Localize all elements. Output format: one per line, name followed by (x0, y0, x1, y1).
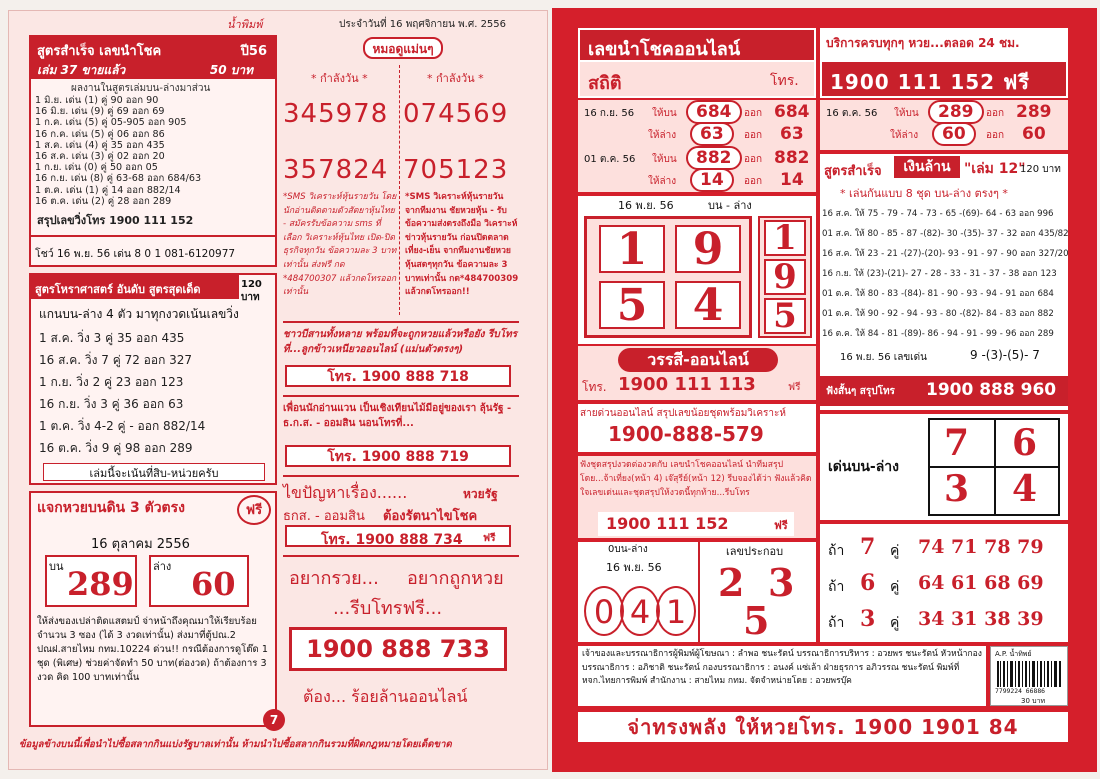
center-tag: หมอดูแม่นๆ (363, 37, 443, 59)
side-tile: 5 (764, 298, 806, 334)
promo2: เพื่อนนักอ่านแวน เป็นเชิงเทียนไม้มีอยู่ของเรา ลุ้นรัฐ - ธ.ก.ส. - ออมสิน นอนโทรที่... (283, 395, 519, 431)
pair-label: คู่ (890, 543, 900, 559)
table-row: 1 ส.ค. เด่น (4) คู่ 35 ออก 435 (35, 139, 165, 151)
hotline-panel (578, 404, 816, 452)
right-header-left (578, 28, 816, 98)
barcode-icon (997, 661, 1063, 687)
footer-banner: จ่าทรงพลัง ให้หวยโทร. 1900 1901 84 (578, 712, 1068, 742)
table-row: 1 ต.ค. เด่น (1) คู่ 14 ออก 882/14 (35, 184, 181, 196)
free-top-box (45, 555, 137, 607)
table-row: 16 ส.ค. เด่น (3) คู่ 02 ออก 20 (35, 151, 165, 163)
grid-tile: 1 (599, 225, 665, 273)
right-page (552, 8, 1097, 772)
table-row: 16 ก.ค. เด่น (5) คู่ 06 ออก 86 (35, 128, 165, 140)
promo-free: ฟรี (774, 519, 788, 532)
bonlang-divider (698, 542, 700, 642)
label-right: * กำลังวัน * (427, 72, 484, 85)
pair-nums: 64 61 68 69 (918, 572, 1044, 594)
formula-title: สูตรสำเร็จ เลขนำโชค (37, 44, 162, 59)
free-title: แจกหวยบนดิน 3 ตัวตรง (37, 500, 186, 516)
stats-date: 16 ต.ค. 56 (826, 108, 878, 119)
header-brand: น้ำพิมพ์ (227, 18, 263, 31)
denban-tile: 3 (944, 468, 970, 510)
vorasri-title: วรรสี-ออนไลน์ (618, 348, 778, 372)
table-row: 1 ส.ค. วิ่ง 3 คู่ 35 ออก 435 (39, 331, 185, 345)
stats-phone-label: โทร. (770, 73, 799, 89)
pair-digit: 6 (860, 570, 876, 596)
grid-frame (584, 216, 752, 338)
num-row2-right: 705123 (403, 155, 509, 185)
table-row: 16 ต.ค. เด่น (2) คู่ 28 ออก 289 (35, 195, 172, 207)
pair-nums: 74 71 78 79 (918, 536, 1044, 558)
table-row: 01 ต.ค. ให้ 80 - 83 -(84)- 81 - 90 - 93 - 94 - 91 ออก 684 (822, 289, 1054, 299)
bonlang-digit: 4 (620, 586, 660, 636)
stats-row (578, 146, 816, 192)
stats-bot-label: ให้ล่าง (890, 130, 919, 141)
free-box (29, 491, 277, 727)
barcode-label: A.P. น้ำทิพย์ (995, 650, 1032, 658)
prakob-label: เลขประกอบ (726, 545, 784, 558)
pair-nums: 34 31 38 39 (918, 608, 1044, 630)
bonlang-date: 16 พ.ย. 56 (606, 561, 662, 574)
formula-million-show-date: 16 พ.ย. 56 เลขเด่น (840, 352, 927, 363)
table-row: 1 ก.ย. เด่น (0) คู่ 50 ออก 05 (35, 162, 158, 174)
formula-subtitle: เล่ม 37 ขายแล้ว (37, 63, 126, 77)
big-free: ฟรี (1003, 70, 1030, 94)
sms-right: *SMS วิเคราะห์หุ้นรายวัน จากทีมงาน ชัยหวยหุ้น - รับข้อความส่งตรงถึงมือ วิเคราะห์ข่าวหุ้นรายวัน ก่อนปิดตลาดเที่ยง-เย็น จากทีมงานชัยหวยหุ้นสดๆทุกวัน ข้อความละ 3 บาทเท่านั้น กด*484700309 แล้วกดโทรออก!! (405, 192, 519, 298)
prakob-digit: 3 (768, 560, 795, 605)
promo4-b: อยากถูกหวย (407, 568, 504, 589)
table-row: 16 ก.ย. เด่น (8) คู่ 63-68 ออก 684/63 (35, 173, 202, 185)
table-row: 16 ต.ค. ให้ 84 - 81 -(89)- 86 - 94 - 91 - 99 - 96 ออก 289 (822, 329, 1054, 339)
table-row: 16 ก.ย. วิ่ง 3 คู่ 36 ออก 63 (39, 397, 184, 411)
barcode-price: 30 บาท (1021, 697, 1046, 705)
promo3-c: ธกส. - ออมสิน (283, 509, 365, 524)
astro-title: สูตรโหราศาสตร์ อันดับ สูตรสุดเด็ด (31, 275, 239, 299)
stats-label: สถิติ (588, 73, 622, 94)
grid-tile: 9 (675, 225, 741, 273)
promo-text: ฟังชุดสรุปงวดต่องวดกับ เลขนำโชคออนไลน์ นำทีมสรุปโดย...จ้าเที่ยง(หน้า 4) เจ๊สุรีย์(หน้า 12) รีบจองได้ว่า ฟังแล้วคิดใจเลขเด่นและชุดสรุปให้งวดนี้ทุกท้าย...รีบโทร (580, 460, 812, 498)
stats-bot-label: ให้ล่าง (648, 176, 677, 187)
stats-bot-out: 63 (780, 124, 804, 144)
promo3-b: หวยรัฐ (463, 487, 498, 501)
stats-bot-value: 60 (932, 122, 976, 146)
stats-bot-out: 60 (1022, 124, 1046, 144)
big-phone-bar[interactable] (822, 62, 1066, 96)
table-row: 16 มิ.ย. เด่น (9) คู่ 69 ออก 69 (35, 106, 165, 118)
table-row: 16 ส.ค. ให้ 23 - 21 -(27)-(20)- 93 - 91 - 97 - 90 ออก 327/20 (822, 249, 1069, 259)
bonlang-label: 0บน-ล่าง (608, 544, 648, 555)
free-desc: ให้ส่งของเปล่าติดแสตมป์ จ่าหน้าถึงคุณมาให้เรียบร้อย จำนวน 3 ซอง (ได้ 3 งวดเท่านั้น) ส่งมาที่ตู้ปณ.2 ปณฝ.สายไหม กทม.10224 ด่วน!! กรณีต้องการดูโต๊ด 1 ชุด (พิเศษ) ช่วยค่าจัดทำ 50 บาท(ต่องวด) ถ้าต้องการ 3 งวด คิด 100 บาทเท่านั้น (37, 616, 268, 683)
stats-bot-out-label: ออก (744, 130, 763, 141)
prakob-digit: 2 (718, 560, 745, 605)
table-row: 16 ส.ค. ให้ 75 - 79 - 74 - 73 - 65 -(69)- 64 - 63 ออก 996 (822, 209, 1054, 219)
table-row: 16 ส.ค. วิ่ง 7 คู่ 72 ออก 327 (39, 353, 193, 367)
stats-top-label: ให้บน (894, 108, 919, 119)
formula-million-price: 120 บาท (1020, 164, 1061, 175)
sms-left: *SMS วิเคราะห์หุ้นรายวัน โดยนักอ่านติดตามตัวสัตยาหุ้นไทย - สมัครรับข้อความ sms ที่เลือก วิเคราะห์หุ้นไทย เปิด-ปิด ธุรกิจทุกวัน ข้อความละ 3 บาทเท่านั้น ส่งฟรี กด *484700307 แล้วกดโทรออกเท่านั้น (283, 192, 397, 298)
pair-label: คู่ (890, 579, 900, 595)
stats-bar (580, 62, 814, 96)
formula-year: ปี56 (240, 44, 267, 59)
formula-phone-line: สรุปเลขวิ่งโทร 1900 111 152 (37, 214, 194, 227)
header-date: ประจำวันที่ 16 พฤศจิกายน พ.ศ. 2556 (339, 19, 507, 30)
formula-million-phone-bar[interactable] (820, 376, 1068, 406)
stats-top-value: 289 (928, 100, 984, 124)
stats-top-out: 289 (1016, 102, 1052, 122)
formula-million-show-nums: 9 -(3)-(5)- 7 (970, 348, 1040, 362)
formula-million-panel (820, 154, 1068, 410)
page-number: 7 (263, 709, 285, 731)
free-bottom-label: ล่าง (153, 560, 172, 573)
formula-results-caption: ผลงานในสูตรเล่มบน-ล่างมาส่วน (71, 83, 211, 94)
table-row: 16 ต.ค. วิ่ง 9 คู่ 98 ออก 289 (39, 441, 193, 455)
bonlang-panel (578, 542, 816, 642)
side-tile: 9 (764, 259, 806, 295)
formula-subtitle-bar (31, 59, 275, 79)
free-top-value: 289 (67, 565, 134, 603)
grid-date: 16 พ.ย. 56 (618, 199, 674, 212)
vorasri-panel (578, 346, 816, 400)
astro-price: 120 บาท (241, 279, 262, 303)
pair-panel (820, 524, 1068, 642)
formula-rows (35, 95, 273, 207)
grid-panel (578, 196, 816, 344)
bonlang-digit: 0 (584, 586, 624, 636)
table-row: 1 ก.ค. เด่น (5) คู่ 05-905 ออก 905 (35, 117, 187, 129)
table-row: 1 ต.ค. วิ่ง 4-2 คู่ - ออก 882/14 (39, 419, 206, 433)
astro-footer: เล่มนี้จะเน้นที่สิบ-หน่วยครับ (43, 463, 265, 481)
stats-bot-out-label: ออก (744, 176, 763, 187)
formula-million-title: สูตรสำเร็จ (824, 164, 882, 179)
stats-top-value: 882 (686, 146, 742, 170)
big-phone: 1900 111 152 (830, 70, 996, 94)
stats-bot-out-label: ออก (986, 130, 1005, 141)
formula-million-phone: 1900 888 960 (926, 380, 1057, 400)
stats-top-label: ให้บน (652, 108, 677, 119)
free-bottom-box (149, 555, 249, 607)
formula-million-phone-label: ฟังสั้นๆ สรุปโทร (826, 386, 895, 397)
hotline-text: สายด่วนออนไลน์ สรุปเลขน้อยชุดพร้อมวิเคราะห์ (580, 408, 786, 419)
phone3-box[interactable] (285, 525, 511, 547)
grid-tile: 5 (599, 281, 665, 329)
astro-desc: แกนบน-ล่าง 4 ตัว มาทุกงวดเน้นเลขวิ่ง (39, 307, 239, 321)
credits: เจ้าของและบรรณาธิการผู้พิมพ์ผู้โฆษณา : ลำพอ ชนะรัตน์ บรรณาธิการบริหาร : อวยพร ชนะรัตน์ หัวหน้ากองบรรณาธิการ : อภิชาติ ชนะรัตน์ กองบรรณาธิการ : อนงค์ แซ่เล้า ฝ่ายธุรการ อภิวรรณ ชนะรัตน์ พิมพ์ที่ หจก.ไทยการพิมพ์ สำนักงาน : สายไหม กทม. จัดจำหน่ายโดย : อวยพรบุ๊ค (582, 649, 982, 687)
stats-date: 16 ก.ย. 56 (584, 108, 635, 119)
promo3-a: ไขปัญหาเรื่อง...... (283, 483, 408, 502)
stats-top-out: 882 (774, 148, 810, 168)
barcode-panel (990, 646, 1068, 706)
formula-million-highlight: เงินล้าน (894, 156, 960, 178)
stats-top-label: ให้บน (652, 154, 677, 165)
right-header-right (820, 28, 1068, 98)
stats-bot-out: 14 (780, 170, 804, 190)
right-header-title: เลขนำโชคออนไลน์ (580, 30, 814, 60)
side-tile: 1 (764, 220, 806, 256)
astro-rows (39, 327, 275, 459)
phone1[interactable]: โทร. 1900 888 718 (285, 365, 511, 387)
grid-caption: บน - ล่าง (708, 199, 752, 212)
hotline-phone[interactable]: 1900-888-579 (608, 422, 764, 446)
formula-bottom-row: โชว์ 16 พ.ย. 56 เด่น 8 0 1 081-6120977 (31, 235, 275, 265)
free-badge: ฟรี (237, 495, 271, 525)
barcode-number: 7799224 66886 (995, 687, 1046, 695)
denban-grid (928, 418, 1060, 516)
promo3-block (283, 475, 519, 524)
grid-tile: 4 (675, 281, 741, 329)
promo1: ชาวบีสานทั้งหลาย พร้อมที่จะถูกหวยแล้วหรือยัง รีบโทรที่...ลูกข้าวเหนียวออนไลน์ (แม่นตัวตรงๆ) (283, 321, 519, 357)
denban-hline (930, 466, 1058, 468)
promo-panel (578, 456, 816, 538)
table-row: 1 มิ.ย. เด่น (1) คู่ 90 ออก 90 (35, 95, 159, 106)
stats-top-value: 684 (686, 100, 742, 124)
bonlang-digit: 1 (656, 586, 696, 636)
free-date: 16 ตุลาคม 2556 (91, 537, 190, 552)
pair-digit: 7 (860, 534, 876, 560)
pair-tha: ถ้า (828, 579, 845, 595)
free-bottom-value: 60 (191, 565, 236, 603)
free-top-label: บน (49, 560, 64, 573)
stats-row (578, 100, 816, 146)
label-left: * กำลังวัน * (311, 72, 368, 85)
left-page (8, 10, 548, 770)
formula-price: 50 บาท (209, 63, 253, 77)
stats-top-out-label: ออก (744, 108, 763, 119)
table-row: 01 ต.ค. ให้ 90 - 92 - 94 - 93 - 80 -(82)- 84 - 83 ออก 882 (822, 309, 1054, 319)
stats-bot-label: ให้ล่าง (648, 130, 677, 141)
stats-bot-value: 63 (690, 122, 734, 146)
table-row: 1 ก.ย. วิ่ง 2 คู่ 23 ออก 123 (39, 375, 184, 389)
num-row2-left: 357824 (283, 155, 389, 185)
phone2[interactable]: โทร. 1900 888 719 (285, 445, 511, 467)
promo4-d: ต้อง... ร้อยล้านออนไลน์ (303, 687, 468, 706)
phone4[interactable]: 1900 888 733 (289, 627, 507, 671)
formula-box (29, 35, 277, 267)
pair-label: คู่ (890, 615, 900, 631)
num-row1-left: 345978 (283, 99, 389, 129)
denban-tile: 7 (944, 422, 970, 464)
num-row1-right: 074569 (403, 99, 509, 129)
table-row: 16 ก.ย. ให้ (23)-(21)- 27 - 28 - 33 - 31 - 37 - 38 ออก 123 (822, 269, 1057, 279)
pair-digit: 3 (860, 606, 876, 632)
formula-title-bar (31, 37, 275, 59)
vorasri-phone-label: โทร. (582, 380, 607, 394)
vorasri-phone[interactable]: 1900 111 113 (618, 374, 756, 395)
pair-tha: ถ้า (828, 543, 845, 559)
vorasri-free: ฟรี (788, 382, 801, 393)
promo-phone-box[interactable] (598, 512, 794, 536)
stats-bot-value: 14 (690, 168, 734, 192)
center-divider (399, 65, 400, 315)
promo4-a: อยากรวย... (289, 568, 379, 589)
stats-date: 01 ต.ค. 56 (584, 154, 636, 165)
stats-top-out-label: ออก (986, 108, 1005, 119)
center-column (281, 35, 521, 725)
denban-tile: 4 (1012, 468, 1038, 510)
credits-panel (578, 646, 986, 706)
side-tiles (758, 216, 812, 338)
promo4-c: ...รีบโทรฟรี... (333, 598, 443, 619)
denban-panel (820, 414, 1068, 520)
promo3-d: ต้องรัตนาไขโชค (383, 509, 478, 524)
phone3: โทร. 1900 888 734 (321, 532, 463, 548)
stats-row (820, 100, 1068, 146)
pair-tha: ถ้า (828, 615, 845, 631)
right-header-service: บริการครบทุกๆ หวย...ตลอด 24 ชม. (826, 36, 1020, 50)
table-row: 01 ส.ค. ให้ 80 - 85 - 87 -(82)- 30 -(35)- 37 - 32 ออก 435/82 (822, 229, 1069, 239)
stats-top-out-label: ออก (744, 154, 763, 165)
formula-million-book: "เล่ม 12" (964, 161, 1026, 177)
astro-box (29, 273, 277, 485)
footer-note: ข้อมูลข้างบนนี้เพื่อนำไปซื้อสลากกินแบ่งรัฐบาลเท่านั้น ห้ามนำไปซื้อสลากกินรวมที่ผิดกฎหมายโดยเด็ดขาด (19, 739, 452, 750)
formula-million-rows (822, 204, 1069, 344)
prakob-digit: 5 (743, 598, 770, 643)
formula-million-sub: * เล่นกันแบบ 8 ชุด บน-ล่าง ตรงๆ * (840, 187, 1008, 200)
phone3-free: ฟรี (483, 533, 496, 544)
denban-label: เด่นบน-ล่าง (828, 459, 899, 475)
stats-top-out: 684 (774, 102, 810, 122)
promo-phone: 1900 111 152 (606, 514, 729, 533)
denban-tile: 6 (1012, 422, 1038, 464)
promo4-block (283, 555, 519, 715)
